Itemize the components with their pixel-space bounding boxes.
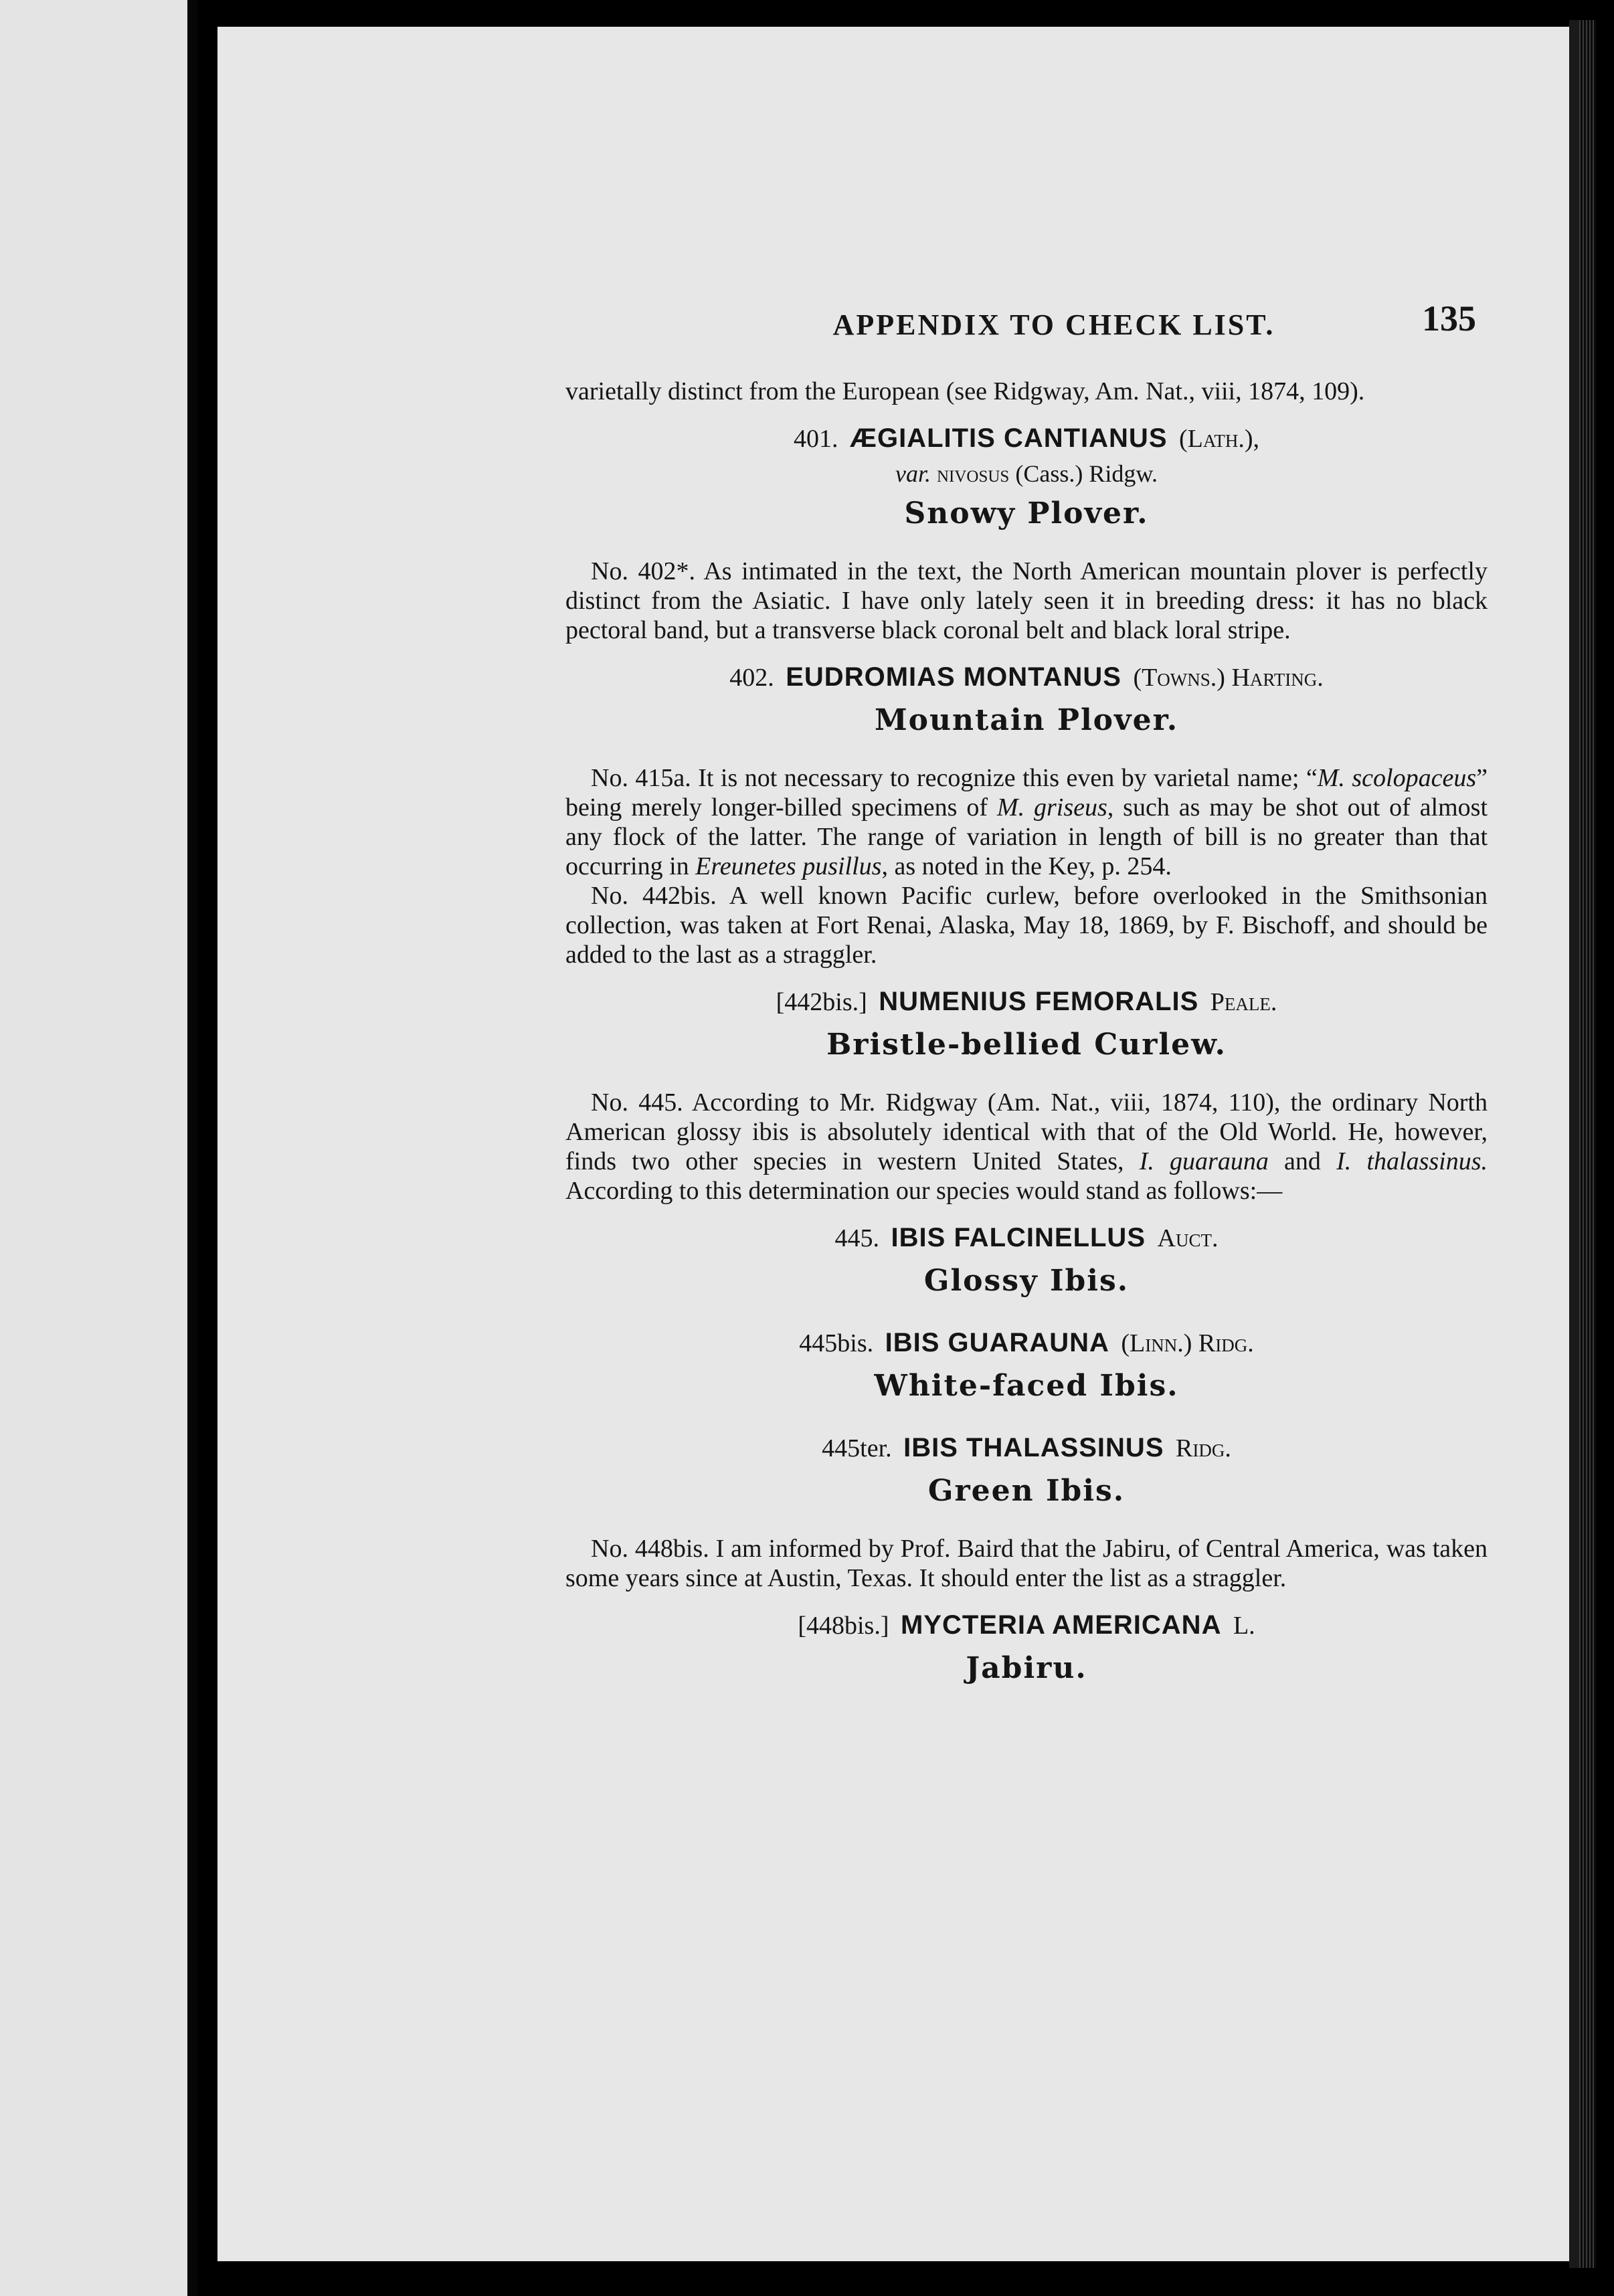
authority: L. — [1233, 1612, 1255, 1640]
scientific-name: ÆGIALITIS CANTIANUS — [849, 423, 1168, 453]
common-name: Bristle-bellied Curlew. — [826, 1028, 1227, 1062]
entry-number: 402. — [729, 664, 774, 692]
species-entry-445ter — [565, 1429, 1488, 1515]
scientific-name: EUDROMIAS MONTANUS — [786, 662, 1122, 692]
intro-paragraph: varietally distinct from the European (see Ridgway, Am. Nat., viii, 1874, 109). — [565, 377, 1365, 405]
species-entry-442bis — [565, 983, 1488, 1069]
note-text: No. 415a. It is not necessary to recognize this even by varietal name; “ — [591, 764, 1318, 792]
common-name: White-faced Ibis. — [874, 1369, 1179, 1403]
species-entry-445bis — [565, 1324, 1488, 1410]
authority: Auct. — [1157, 1224, 1219, 1252]
note-italic: Ereunetes pusillus — [695, 852, 882, 880]
note-448bis: No. 448bis. I am informed by Prof. Baird that the Jabiru, of Central America, was taken some years since at Austin, Texas. It should enter the list as a straggler. — [565, 1535, 1488, 1592]
common-name: Jabiru. — [966, 1651, 1087, 1685]
note-italic: M. scolopaceus — [1317, 764, 1477, 792]
note-text: , such as may be shot out of almost any flock of the latter. The range of variation in length of bill is no greater than that occurring in — [565, 793, 1488, 880]
facing-page-edge — [0, 0, 187, 2296]
entry-number: 445bis. — [799, 1329, 874, 1357]
note-italic: I. guarauna — [1139, 1147, 1269, 1175]
var-label: var. — [895, 460, 931, 487]
page-number: 135 — [1422, 298, 1476, 339]
authority: Ridg. — [1176, 1434, 1231, 1462]
entry-number: 445. — [834, 1224, 880, 1252]
entry-number: [448bis.] — [798, 1612, 889, 1640]
species-entry-401 — [565, 419, 1488, 538]
note-text: According to this determination our species would stand as follows:— — [565, 1177, 1283, 1205]
scientific-name: NUMENIUS FEMORALIS — [879, 987, 1199, 1016]
authority: Peale. — [1210, 988, 1277, 1016]
page-stack-edges — [1579, 20, 1596, 2268]
page-content — [565, 377, 1488, 1711]
species-entry-445 — [565, 1219, 1488, 1305]
note-402: No. 402*. As intimated in the text, the North American mountain plover is perfectly distinct from the Asiatic. I have only lately seen it in breeding dress: it has no black pectoral band, but a transverse black coronal belt and black loral stripe. — [565, 557, 1488, 644]
note-text: ” being merely longer-billed specimens of — [565, 764, 1488, 822]
note-italic: I. thalassinus. — [1336, 1147, 1488, 1175]
common-name: Glossy Ibis. — [923, 1264, 1130, 1298]
variety-name: nivosus — [936, 460, 1010, 487]
scientific-name: IBIS GUARAUNA — [885, 1328, 1109, 1357]
authority: (Lath.), — [1179, 425, 1260, 453]
note-415a — [565, 763, 1488, 881]
authority: (Linn.) Ridg. — [1121, 1329, 1254, 1357]
note-445 — [565, 1088, 1488, 1206]
common-name: Green Ibis. — [927, 1474, 1126, 1508]
common-name: Snowy Plover. — [904, 496, 1149, 531]
authority: (Towns.) Harting. — [1133, 664, 1324, 692]
scientific-name: IBIS FALCINELLUS — [891, 1223, 1146, 1252]
note-442bis: No. 442bis. A well known Pacific curlew, before overlooked in the Smithsonian collection, was taken at Fort Renai, Alaska, May 18, 1869, by F. Bischoff, and should be added to the last as a straggler. — [565, 882, 1488, 969]
entry-number: 401. — [793, 425, 838, 453]
entry-number: 445ter. — [822, 1434, 892, 1462]
scientific-name: MYCTERIA AMERICANA — [900, 1610, 1222, 1640]
species-entry-448bis — [565, 1606, 1488, 1693]
common-name: Mountain Plover. — [874, 703, 1179, 737]
running-header: APPENDIX TO CHECK LIST. — [832, 308, 1275, 341]
note-text: No. 445. According to Mr. Ridgway (Am. Nat., viii, 1874, 110), the ordinary North American glossy ibis is absolutely identical with that of the Old World. He, however, finds two other species in western United States, — [565, 1088, 1488, 1175]
note-text: and — [1268, 1147, 1337, 1175]
scientific-name: IBIS THALASSINUS — [903, 1433, 1164, 1462]
note-italic: M. griseus — [996, 793, 1107, 822]
note-text: , as noted in the Key, p. 254. — [881, 852, 1172, 880]
book-page — [217, 27, 1569, 2261]
species-entry-402 — [565, 658, 1488, 745]
entry-number: [442bis.] — [776, 988, 867, 1016]
variety-authority: (Cass.) Ridgw. — [1015, 460, 1158, 487]
